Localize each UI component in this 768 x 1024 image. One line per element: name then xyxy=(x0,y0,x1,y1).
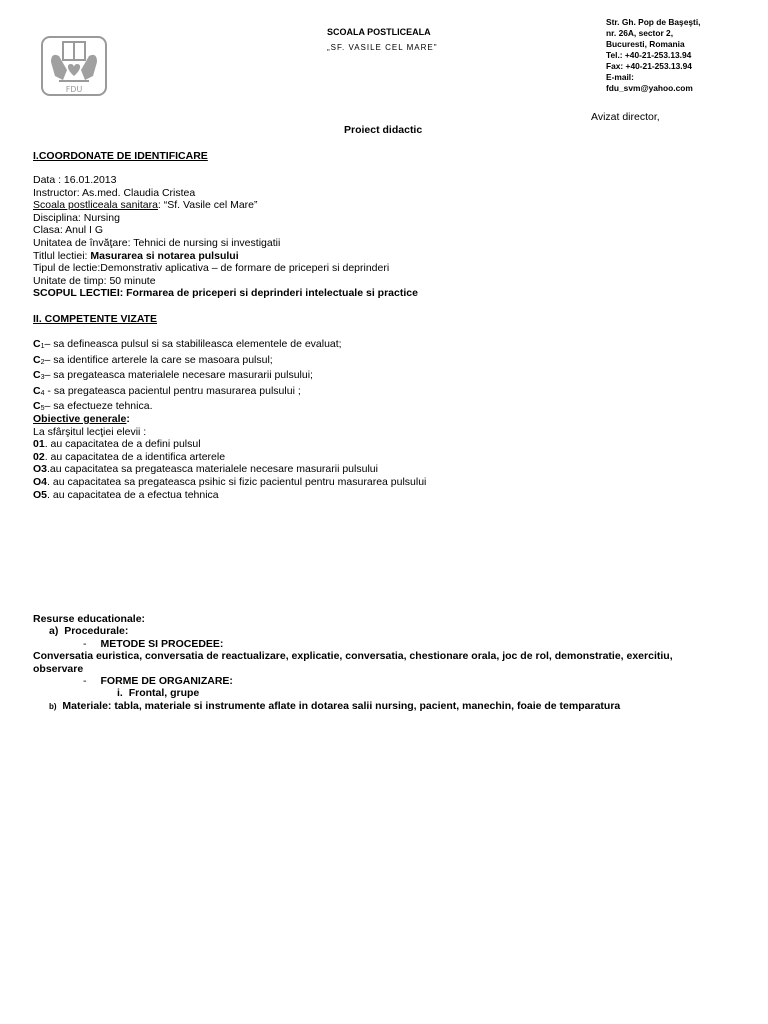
competence-text: – sa pregateasca materialele necesare masurarii pulsului; xyxy=(44,369,313,382)
lesson-title-label: Titlul lectiei: xyxy=(33,249,91,262)
school-name: SCOALA POSTLICEALA xyxy=(327,27,431,37)
section-competences-heading: II. COMPETENTE VIZATE xyxy=(33,313,158,325)
objective-code: O5 xyxy=(33,488,48,501)
competences-list xyxy=(33,338,342,416)
objective-code: 01 xyxy=(33,438,45,451)
date-line: Data : 16.01.2013 xyxy=(33,174,117,186)
lesson-type-line: Tipul de lectie:Demonstrativ aplicativa – de formare de priceperi si deprinderi xyxy=(33,262,390,275)
unit-label: Unitatea de învăţare xyxy=(33,236,128,249)
address-line: nr. 26A, sector 2, xyxy=(606,28,674,38)
lesson-goal-line: SCOPUL LECTIEI: Formarea de priceperi si deprinderi intelectuale si practice xyxy=(33,287,418,300)
competence-index: 4 xyxy=(40,389,45,397)
time-unit-line: Unitate de timp: 50 minute xyxy=(33,274,156,287)
discipline-line: Disciplina: Nursing xyxy=(33,211,120,224)
unit-line xyxy=(33,237,418,250)
competence-code: C xyxy=(33,338,41,350)
address-line: E-mail: xyxy=(606,72,634,82)
competence-code: C xyxy=(33,369,41,382)
competence-index: 1 xyxy=(40,343,45,350)
objective-text: .au capacitatea sa pregateasca materialele necesare masurarii pulsului xyxy=(47,463,378,476)
competence-item xyxy=(33,369,342,385)
objective-text: . au capacitatea de a defini pulsul xyxy=(44,438,201,451)
organization-label: FORME DE ORGANIZARE: xyxy=(100,675,233,688)
methods-text-continued: observare xyxy=(33,662,84,675)
materials-marker: b) xyxy=(49,701,57,711)
fdu-logo-icon xyxy=(41,36,107,96)
materials-text: Materiale: tabla, materiale si instrumente aflate in dotarea salii nursing, pacient, manechin, foaie de temparatura xyxy=(62,699,621,712)
objective-code: O4 xyxy=(33,475,48,488)
objectives-block xyxy=(33,413,426,501)
objective-text: . au capacitatea de a efectua tehnica xyxy=(47,488,219,501)
objective-code: 02 xyxy=(33,450,45,463)
school-value: : “Sf. Vasile cel Mare” xyxy=(157,199,258,212)
address-line: Fax: +40-21-253.13.94 xyxy=(606,61,692,71)
methods-item xyxy=(33,638,745,650)
objective-item xyxy=(33,463,426,476)
organization-value-item xyxy=(33,687,745,699)
resources-heading: Resurse educationale: xyxy=(33,613,146,625)
competence-code: C xyxy=(33,353,41,366)
objective-item xyxy=(33,438,426,451)
organization-value: Frontal, grupe xyxy=(128,687,200,700)
competence-text: – sa defineasca pulsul si sa stabilileasca elementele de evaluat; xyxy=(44,338,342,350)
competence-index: 2 xyxy=(40,358,45,366)
lesson-title-line xyxy=(33,250,418,263)
school-label: Scoala postliceala sanitara xyxy=(33,199,158,212)
address-block xyxy=(606,17,700,94)
identification-block xyxy=(33,174,418,300)
competence-text: – sa efectueze tehnica. xyxy=(44,400,153,413)
document-title: Proiect didactic xyxy=(344,124,423,136)
competence-item xyxy=(33,354,342,370)
procedural-label: Procedurale: xyxy=(64,625,129,638)
objective-code: O3 xyxy=(33,463,48,476)
svg-text:FDU: FDU xyxy=(65,85,83,94)
objective-text: . au capacitatea de a identifica arterele xyxy=(44,450,226,463)
address-line: Str. Gh. Pop de Başeşti, xyxy=(606,17,701,27)
competence-code: C xyxy=(33,400,41,413)
procedural-marker: a) xyxy=(49,625,59,638)
class-line: Clasa: Anul I G xyxy=(33,224,104,237)
competence-text: - sa pregateasca pacientul pentru masurarea pulsului ; xyxy=(44,384,301,397)
lesson-title-value: Masurarea si notarea pulsului xyxy=(90,249,239,262)
competence-code: C xyxy=(33,384,41,397)
competence-text: – sa identifice arterele la care se masoara pulsul; xyxy=(44,353,273,366)
competence-item xyxy=(33,338,342,354)
materials-item xyxy=(33,700,745,713)
objectives-heading-colon: : xyxy=(126,413,130,425)
competence-index: 3 xyxy=(40,374,45,382)
objective-item xyxy=(33,489,426,502)
competence-index: 5 xyxy=(40,405,45,413)
competence-item xyxy=(33,385,342,401)
organization-item xyxy=(33,675,745,687)
methods-dash: - xyxy=(83,637,87,650)
address-line: Bucuresti, Romania xyxy=(606,39,685,49)
resources-block xyxy=(33,613,745,713)
objectives-intro: La sfârşitul lecţiei elevii : xyxy=(33,425,147,438)
address-line: Tel.: +40-21-253.13.94 xyxy=(606,50,692,60)
procedural-item xyxy=(33,625,745,637)
objectives-heading xyxy=(33,413,426,426)
methods-text: Conversatia euristica, conversatia de reactualizare, explicatie, conversatia, chestionare orala, joc de rol, demonstratie, exercitiu, xyxy=(33,650,673,663)
objective-item xyxy=(33,451,426,464)
objective-text: . au capacitatea sa pregateasca psihic si fizic pacientul pentru masurarea pulsului xyxy=(47,475,427,488)
organization-dash: - xyxy=(83,675,87,688)
instructor-line: Instructor: As.med. Claudia Cristea xyxy=(33,186,196,199)
unit-value: : Tehnici de nursing si investigatii xyxy=(127,236,281,249)
organization-marker: i. xyxy=(117,687,123,700)
school-line xyxy=(33,199,418,212)
section-identification-heading: I.COORDONATE DE IDENTIFICARE xyxy=(33,150,208,162)
school-logo xyxy=(41,36,107,96)
objective-item xyxy=(33,476,426,489)
school-subtitle: „SF. VASILE CEL MARE" xyxy=(327,43,438,52)
director-approval: Avizat director, xyxy=(591,111,660,123)
objectives-heading-text: Obiective generale xyxy=(33,413,127,425)
email-link[interactable]: fdu_svm@yahoo.com xyxy=(606,83,693,93)
methods-label: METODE SI PROCEDEE: xyxy=(100,637,224,650)
